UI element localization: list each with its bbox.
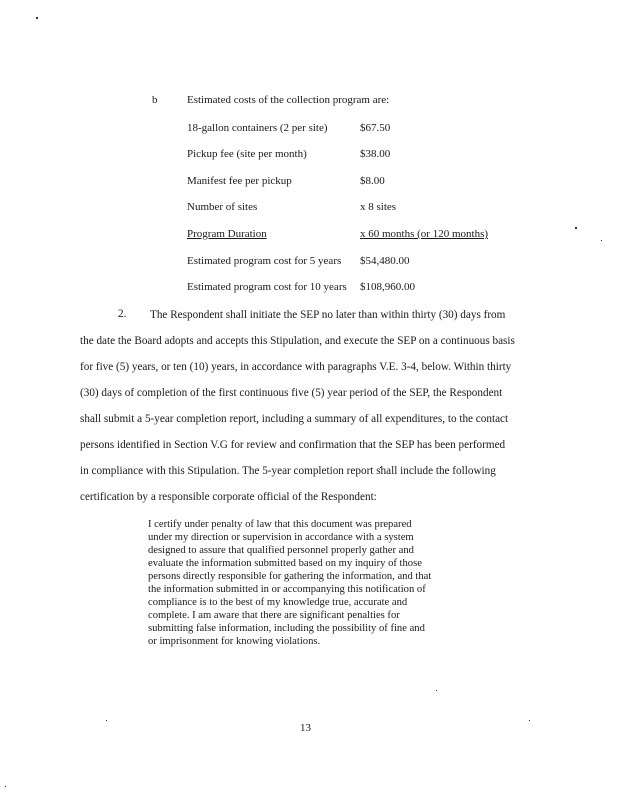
paragraph-line: for five (5) years, or ten (10) years, in accordance with paragraphs V.E. 3-4, below. Within thirty (80, 361, 512, 373)
cost-intro: Estimated costs of the collection program are: (187, 94, 390, 106)
scan-speck (36, 17, 38, 19)
cost-label: Estimated program cost for 10 years (187, 281, 347, 293)
scan-speck (601, 240, 602, 241)
paragraph-line: The Respondent shall initiate the SEP no later than within thirty (30) days from (150, 309, 506, 321)
certification-line: compliance is to the best of my knowledge true, accurate and (148, 597, 408, 608)
cost-label: Number of sites (187, 201, 258, 213)
cost-label: Manifest fee per pickup (187, 175, 292, 187)
certification-line: under my direction or supervision in accordance with a system (148, 532, 414, 543)
cost-value: x 60 months (or 120 months) (360, 228, 489, 240)
certification-line: the information submitted in or accompanying this notification of (148, 584, 426, 595)
paragraph-line: the date the Board adopts and accepts this Stipulation, and execute the SEP on a continuous basis (80, 335, 515, 347)
scan-speck (436, 690, 437, 691)
certification-line: I certify under penalty of law that this document was prepared (148, 519, 412, 530)
scan-speck (5, 786, 6, 787)
cost-value: $108,960.00 (360, 281, 415, 293)
certification-line: persons directly responsible for gathering the information, and that (148, 571, 432, 582)
cost-value: x 8 sites (360, 201, 397, 213)
cost-value: $38.00 (360, 148, 391, 160)
cost-label: Program Duration (187, 228, 267, 240)
certification-line: submitting false information, including the possibility of fine and (148, 623, 425, 634)
scan-speck (575, 227, 577, 229)
cost-value: $54,480.00 (360, 255, 410, 267)
scan-speck (106, 720, 107, 721)
certification-line: designed to assure that qualified personnel properly gather and (148, 545, 414, 556)
scan-speck (529, 720, 530, 721)
paragraph-line: (30) days of completion of the first continuous five (5) year period of the SEP, the Respondent (80, 387, 503, 399)
cost-label: Estimated program cost for 5 years (187, 255, 342, 267)
certification-line: or imprisonment for knowing violations. (148, 636, 321, 647)
cost-value: $67.50 (360, 122, 391, 134)
item-marker: b (152, 94, 158, 106)
cost-value: $8.00 (360, 175, 385, 187)
paragraph-line: shall submit a 5-year completion report, including a summary of all expenditures, to the contact (80, 413, 509, 425)
certification-line: complete. I am aware that there are significant penalties for (148, 610, 400, 621)
certification-line: evaluate the information submitted based on my inquiry of those (148, 558, 422, 569)
paragraph-line: certification by a responsible corporate official of the Respondent: (80, 491, 377, 503)
page-number: 13 (300, 722, 311, 734)
cost-label: Pickup fee (site per month) (187, 148, 307, 160)
paragraph-line: persons identified in Section V.G for review and confirmation that the SEP has been performed (80, 439, 506, 451)
paragraph-number: 2. (118, 308, 127, 320)
paragraph-line: in compliance with this Stipulation. The 5-year completion report shall include the following (80, 465, 496, 477)
cost-label: 18-gallon containers (2 per site) (187, 122, 328, 134)
